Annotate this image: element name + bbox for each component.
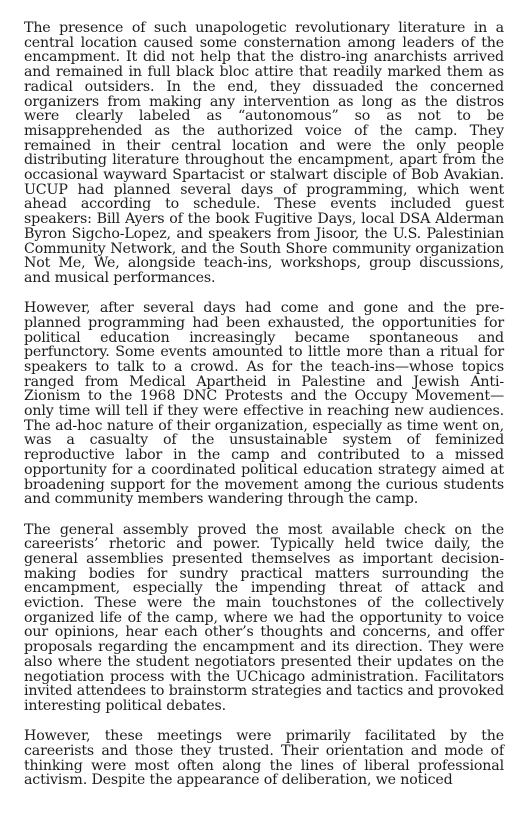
body-paragraph: However, after several days had come and gone and the pre-planned programming had been exhausted, the opportunities for political education increasingly became spontaneous and perfunctory. Some events amounted to little more than a ritual for speakers to talk to a crowd. As for the teach-ins—whose topics ranged from Medical Apartheid in Palestine and Jewish Anti-Zionism to the 1968 DNC Protests and the Occupy Movement—only time will tell if they were effective in reaching new audiences. The ad-hoc nature of their organization, especially as time went on, was a casualty of the unsustainable system of feminized reproductive labor in the camp and contributed to a missed opportunity for a coordinated political education strategy aimed at broadening support for the movement among the curious students and community members wandering through the camp. [24,300,504,508]
body-paragraph: The presence of such unapologetic revolutionary literature in a central location caused some consternation among leaders of the encampment. It did not help that the distro-ing anarchists arrived and remained in full black bloc attire that readily marked them as radical outsiders. In the end, they dissuaded the concerned organizers from making any intervention as long as the distros were clearly labeled as “autonomous” so as not to be misapprehended as the authorized voice of the camp. They remained in their central location and were the only people distributing literature throughout the encampment, apart from the occasional wayward Spartacist or stalwart disciple of Bob Avakian. UCUP had planned several days of programming, which went ahead according to schedule. These events included guest speakers: Bill Ayers of the book Fugitive Days, local DSA Alderman Byron Sigcho-Lopez, and speakers from Jisoor, the U.S. Palestinian Community Network, and the South Shore community organization Not Me, We, alongside teach-ins, workshops, group discussions, and musical performances. [24,20,504,286]
body-paragraph: The general assembly proved the most available check on the careerists’ rhetoric and power. Typically held twice daily, the general assemblies presented themselves as important decision-making bodies for sundry practical matters surrounding the encampment, especially the impending threat of attack and eviction. These were the main touchstones of the collectively organized life of the camp, where we had the opportunity to voice our opinions, hear each other’s thoughts and concerns, and offer proposals regarding the encampment and its direction. They were also where the student negotiators presented their updates on the negotiation process with the UChicago administration. Facilitators invited attendees to brainstorm strategies and tactics and provoked interesting political debates. [24,521,504,714]
body-paragraph: However, these meetings were primarily facilitated by the careerists and those they trusted. Their orientation and mode of thinking were most often along the lines of liberal professional activism. Despite the appearance of deliberation, we noticed [24,728,504,789]
document-page [24,21,504,803]
